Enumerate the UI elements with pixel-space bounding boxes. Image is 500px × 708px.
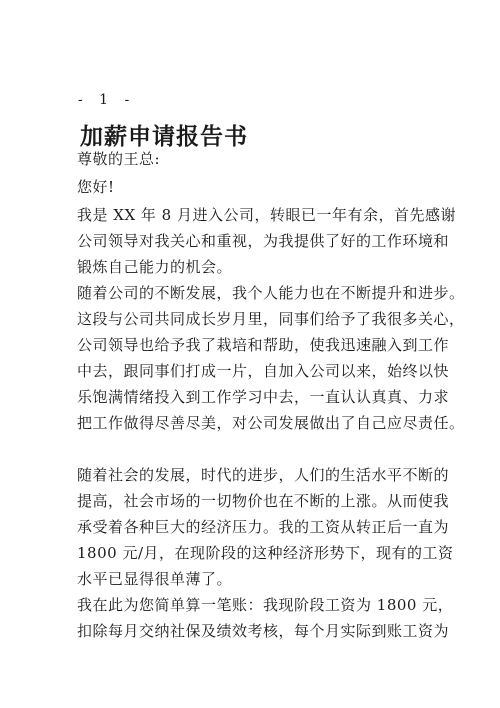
body-line: 这段与公司共同成长岁月里，同事们给予了我很多关心， xyxy=(77,310,465,328)
body-line: 我是 XX 年 8 月进入公司，转眼已一年有余，首先感谢 xyxy=(77,206,456,224)
body-line: 承受着各种巨大的经济压力。我的工资从转正后一直为 xyxy=(77,518,450,536)
body-line: 把工作做得尽善尽美，对公司发展做出了自己应尽责任。 xyxy=(77,414,465,432)
body-line: 中去，跟同事们打成一片，自加入公司以来，始终以快 xyxy=(77,362,450,380)
page-number: - 1 - xyxy=(78,92,136,108)
document-title: 加薪申请报告书 xyxy=(80,123,248,150)
body-line: 乐饱满情绪投入到工作学习中去，一直认认真真、力求 xyxy=(77,388,450,406)
body-line: 锻炼自己能力的机会。 xyxy=(77,258,233,276)
body-line: 1800 元/月，在现阶段的这种经济形势下，现有的工资 xyxy=(77,544,454,562)
body-line: 水平已显得很单薄了。 xyxy=(77,570,233,588)
body-line: 公司领导也给予我了栽培和帮助，使我迅速融入到工作 xyxy=(77,336,450,354)
salutation-line: 尊敬的王总: xyxy=(77,150,161,168)
body-line: 随着社会的发展，时代的进步，人们的生活水平不断的 xyxy=(77,466,450,484)
body-line: 我在此为您简单算一笔账：我现阶段工资为 1800 元， xyxy=(77,596,454,614)
body-line: 随着公司的不断发展，我个人能力也在不断提升和进步。 xyxy=(77,284,465,302)
body-line: 公司领导对我关心和重视，为我提供了好的工作环境和 xyxy=(77,232,450,250)
body-line: 扣除每月交纳社保及绩效考核，每个月实际到账工资为 xyxy=(77,622,450,640)
greeting-line: 您好! xyxy=(77,178,115,196)
body-line: 提高，社会市场的一切物价也在不断的上涨。从而使我 xyxy=(77,492,450,510)
